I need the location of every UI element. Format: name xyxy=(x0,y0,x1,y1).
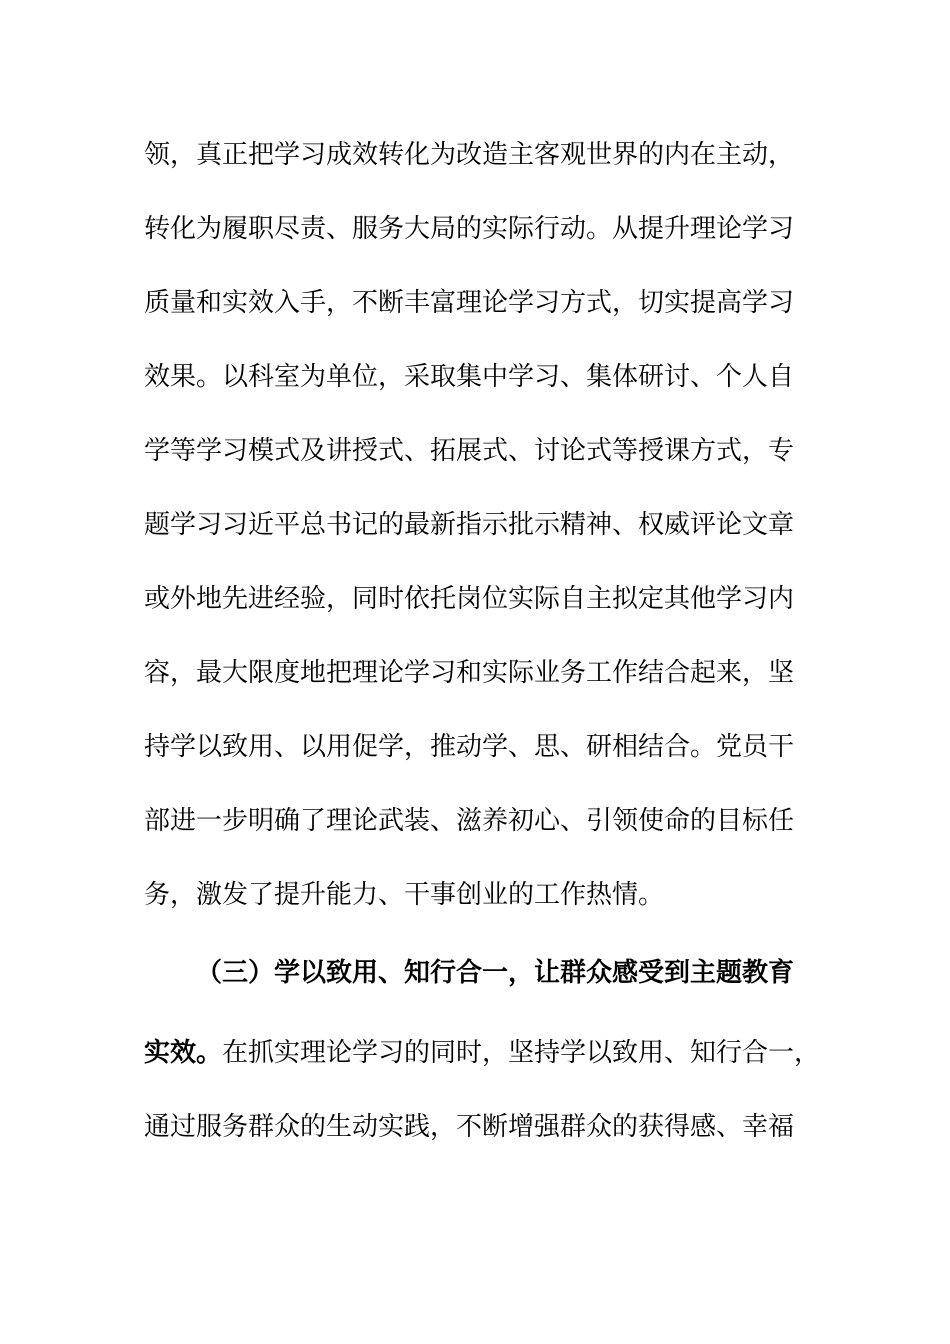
paragraph-line: 部进一步明确了理论武装、滋养初心、引领使命的目标任 xyxy=(144,806,795,836)
paragraph-line: 务，激发了提升能力、干事创业的工作热情。 xyxy=(144,880,665,910)
paragraph-line: 题学习习近平总书记的最新指示批示精神、权威评论文章 xyxy=(144,510,795,540)
paragraph-line: 学等学习模式及讲授式、拓展式、讨论式等授课方式，专 xyxy=(144,436,795,466)
paragraph-line: 效果。以科室为单位，采取集中学习、集体研讨、个人自 xyxy=(144,362,795,392)
section-heading: （三）学以致用、知行合一，让群众感受到主题教育 xyxy=(196,958,795,988)
paragraph-line: 转化为履职尽责、服务大局的实际行动。从提升理论学习 xyxy=(144,214,795,244)
section-heading-end: 实效。 xyxy=(144,1038,223,1068)
paragraph-line: 或外地先进经验，同时依托岗位实际自主拟定其他学习内 xyxy=(144,584,795,614)
paragraph-line: 质量和实效入手，不断丰富理论学习方式，切实提高学习 xyxy=(144,288,795,318)
paragraph-line: 领，真正把学习成效转化为改造主客观世界的内在主动， xyxy=(144,140,795,170)
section-paragraph-line: 通过服务群众的生动实践，不断增强群众的获得感、幸福 xyxy=(144,1112,795,1142)
section-text: 在抓实理论学习的同时，坚持学以致用、知行合一， xyxy=(222,1038,821,1068)
paragraph-line: 持学以致用、以用促学，推动学、思、研相结合。党员干 xyxy=(144,732,795,762)
paragraph-line: 容，最大限度地把理论学习和实际业务工作结合起来，坚 xyxy=(144,658,795,688)
section-paragraph-line xyxy=(144,1035,834,1071)
